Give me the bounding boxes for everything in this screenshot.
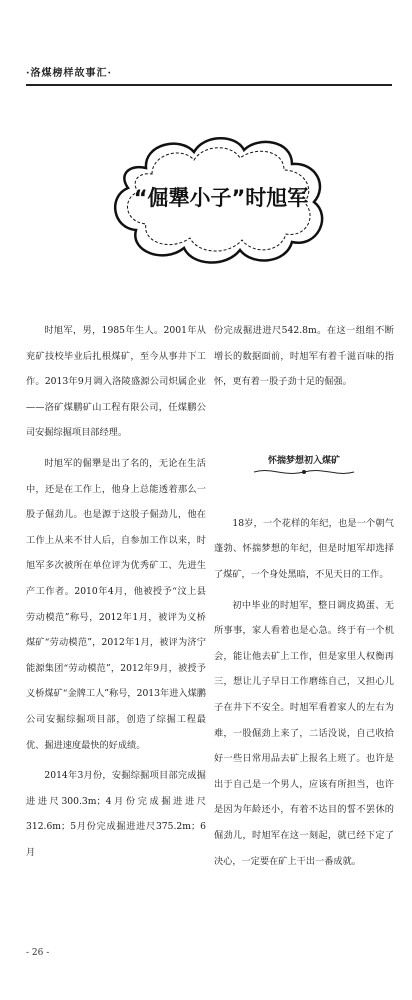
section-title: 怀揣梦想初入煤矿 [267, 455, 340, 466]
page-header [26, 64, 392, 79]
paragraph: 18岁，一个花样的年纪，也是一个朝气蓬勃、怀揣梦想的年纪，但是时旭军却选择了煤矿，一个身处黑暗，不见天日的工作。 [214, 517, 394, 580]
paragraph-continuation: 份完成掘进进尺542.8m。在这一组组不断增长的数据面前，时旭军有着千滋百味的指怀，更有着一股子劲十足的倔强。 [214, 325, 394, 388]
ornament-divider-icon [252, 467, 356, 477]
title-cloud [106, 130, 336, 270]
paragraph: 2014年3月份，安掘综掘项目部完成掘进进尺300.3m；4月份完成掘进进尺312.6m；5月份完成掘进进尺375.2m；6月 [26, 770, 206, 858]
paragraph: 时旭军的倔犟是出了名的，无论在生活中，还是在工作上，他身上总能透着那么一股子倔劲儿。也是源于这股子倔劲儿，他在工作上从来不甘人后，自参加工作以来，时旭军多次被所在单位评为优秀矿工、先进生产工作者。2010年4月，他被授予“汶上县劳动模范”称号，2012年1月，被评为义桥煤矿“劳动模范”，2012年1月，被评为济宁能源集团“劳动模范”，2012年9月，被授予义桥煤矿“金牌工人”称号，2013年进入煤鹏公司安掘综掘项目部，创造了综掘工程最优、掘进速度最快的好成绩。 [26, 457, 206, 751]
section-heading [214, 431, 394, 485]
article-title: “倔犟小子”时旭军 [133, 186, 309, 210]
right-column [214, 318, 394, 879]
page-number: - 26 - [26, 948, 50, 958]
paragraph: 时旭军，男，1985年生人。2001年从兖矿技校毕业后扎根煤矿，至今从事井下工作。2013年9月调入洛陵盛源公司炽属企业——洛矿煤鹏矿山工程有限公司，任煤鹏公司安掘综掘项目部经理。 [26, 325, 206, 439]
left-column [26, 318, 206, 870]
paragraph: 初中毕业的时旭军，整日调皮捣蛋、无所事事，家人看着也是心急。终于有一个机会，能让他去矿上工作，但是家里人权衡再三，想让儿子早日工作磨练自己，又担心儿子在井下不安全。时旭军看着家人的左右为难，一股倔劲上来了，二话没说，自己收拾好一些日常用品去矿上报名上班了。也许是出于自己是一个男人，应该有所担当，也许是因为年龄还小，有着不达目的誓不罢休的倔劲儿，时旭军在这一刻起，就已经下定了决心，一定要在矿上干出一番成就。 [214, 599, 394, 867]
header-rule [26, 84, 392, 86]
header-title: ·洛煤榜样故事汇· [26, 68, 112, 79]
